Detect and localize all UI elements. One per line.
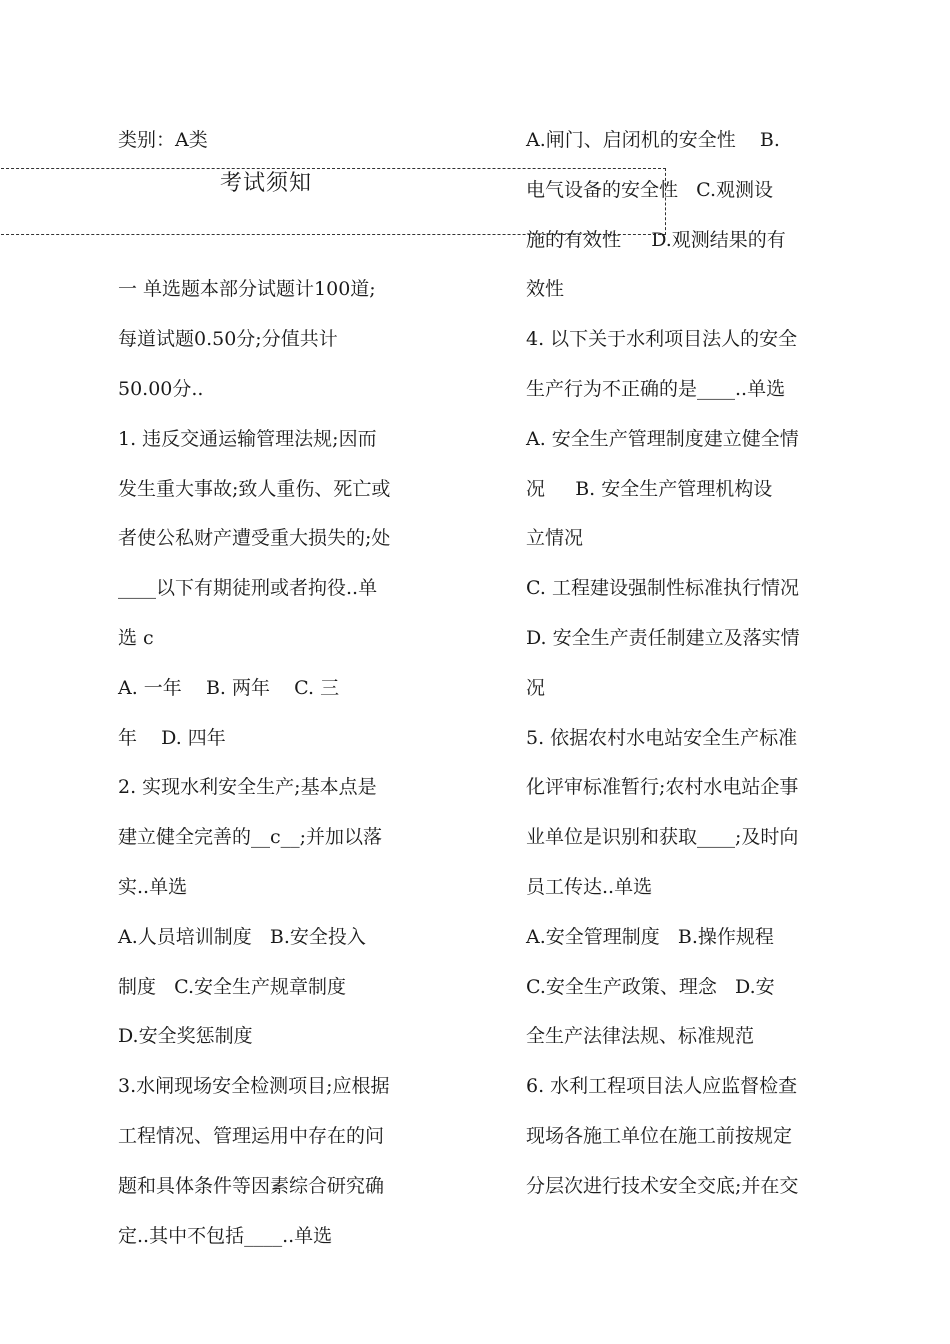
left-text-block: [118, 166, 424, 1262]
text-line: A.闸门、启闭机的安全性 B.: [526, 129, 780, 151]
text-line: 业单位是识别和获取____;及时向: [526, 826, 799, 849]
text-line: 发生重大事故;致人重伤、死亡或: [118, 477, 391, 500]
text-line: 3.水闸现场安全检测项目;应根据: [118, 1075, 390, 1098]
text-line: 建立健全完善的__c__;并加以落: [118, 826, 383, 849]
spacer-line: [118, 216, 424, 266]
text-line: 况: [526, 676, 546, 699]
text-line: 全生产法律法规、标准规范: [526, 1025, 755, 1048]
text-line: 况 B. 安全生产管理机构设: [526, 477, 773, 500]
text-line: 2. 实现水利安全生产;基本点是: [118, 776, 377, 799]
text-line: 分层次进行技术安全交底;并在交: [526, 1174, 799, 1197]
text-line: A. 一年 B. 两年 C. 三: [118, 676, 340, 699]
text-line: 生产行为不正确的是____..单选: [526, 377, 786, 400]
text-line: 每道试题0.50分;分值共计: [118, 328, 338, 351]
text-line: 化评审标准暂行;农村水电站企事: [526, 776, 799, 799]
text-line: 6. 水利工程项目法人应监督检查: [526, 1075, 798, 1098]
text-line: 一 单选题本部分试题计100道;: [118, 278, 376, 301]
notice-title: 考试须知: [220, 171, 313, 196]
text-line: A.安全管理制度 B.操作规程: [526, 925, 774, 948]
text-line: 5. 依据农村水电站安全生产标准: [526, 726, 798, 749]
text-line: 实..单选: [118, 875, 188, 898]
text-line: D. 安全生产责任制建立及落实情: [526, 626, 800, 649]
right-column: [526, 116, 832, 1212]
text-line: A.人员培训制度 B.安全投入: [118, 925, 366, 948]
left-column: [118, 116, 424, 1261]
text-line: A. 安全生产管理制度建立健全情: [526, 427, 799, 450]
text-line: D.安全奖惩制度: [118, 1025, 253, 1048]
text-line: 电气设备的安全性 C.观测设: [526, 178, 774, 201]
text-line: 立情况: [526, 527, 584, 550]
text-line: 1. 违反交通运输管理法规;因而: [118, 427, 377, 450]
text-line: ____以下有期徒刑或者拘役..单: [118, 577, 378, 600]
spacer-line: [118, 166, 424, 216]
text-line: 定..其中不包括____..单选: [118, 1224, 333, 1247]
text-line: 制度 C.安全生产规章制度: [118, 975, 347, 998]
category-label: 类别：A类: [118, 129, 208, 151]
text-line: 4. 以下关于水利项目法人的安全: [526, 328, 798, 351]
text-line: 施的有效性 D.观测结果的有: [526, 228, 786, 251]
text-line: 工程情况、管理运用中存在的问: [118, 1124, 385, 1147]
text-line: 年 D. 四年: [118, 726, 226, 749]
right-text-block: [526, 116, 832, 1212]
text-line: 员工传达..单选: [526, 875, 653, 898]
text-line: 题和具体条件等因素综合研究确: [118, 1174, 385, 1197]
text-line: 效性: [526, 278, 565, 301]
text-line: 者使公私财产遭受重大损失的;处: [118, 527, 391, 550]
text-line: 选 c: [118, 626, 154, 649]
text-line: 现场各施工单位在施工前按规定: [526, 1124, 793, 1147]
text-line: 50.00分..: [118, 377, 204, 400]
text-line: C. 工程建设强制性标准执行情况: [526, 577, 799, 600]
text-line: C.安全生产政策、理念 D.安: [526, 975, 775, 998]
